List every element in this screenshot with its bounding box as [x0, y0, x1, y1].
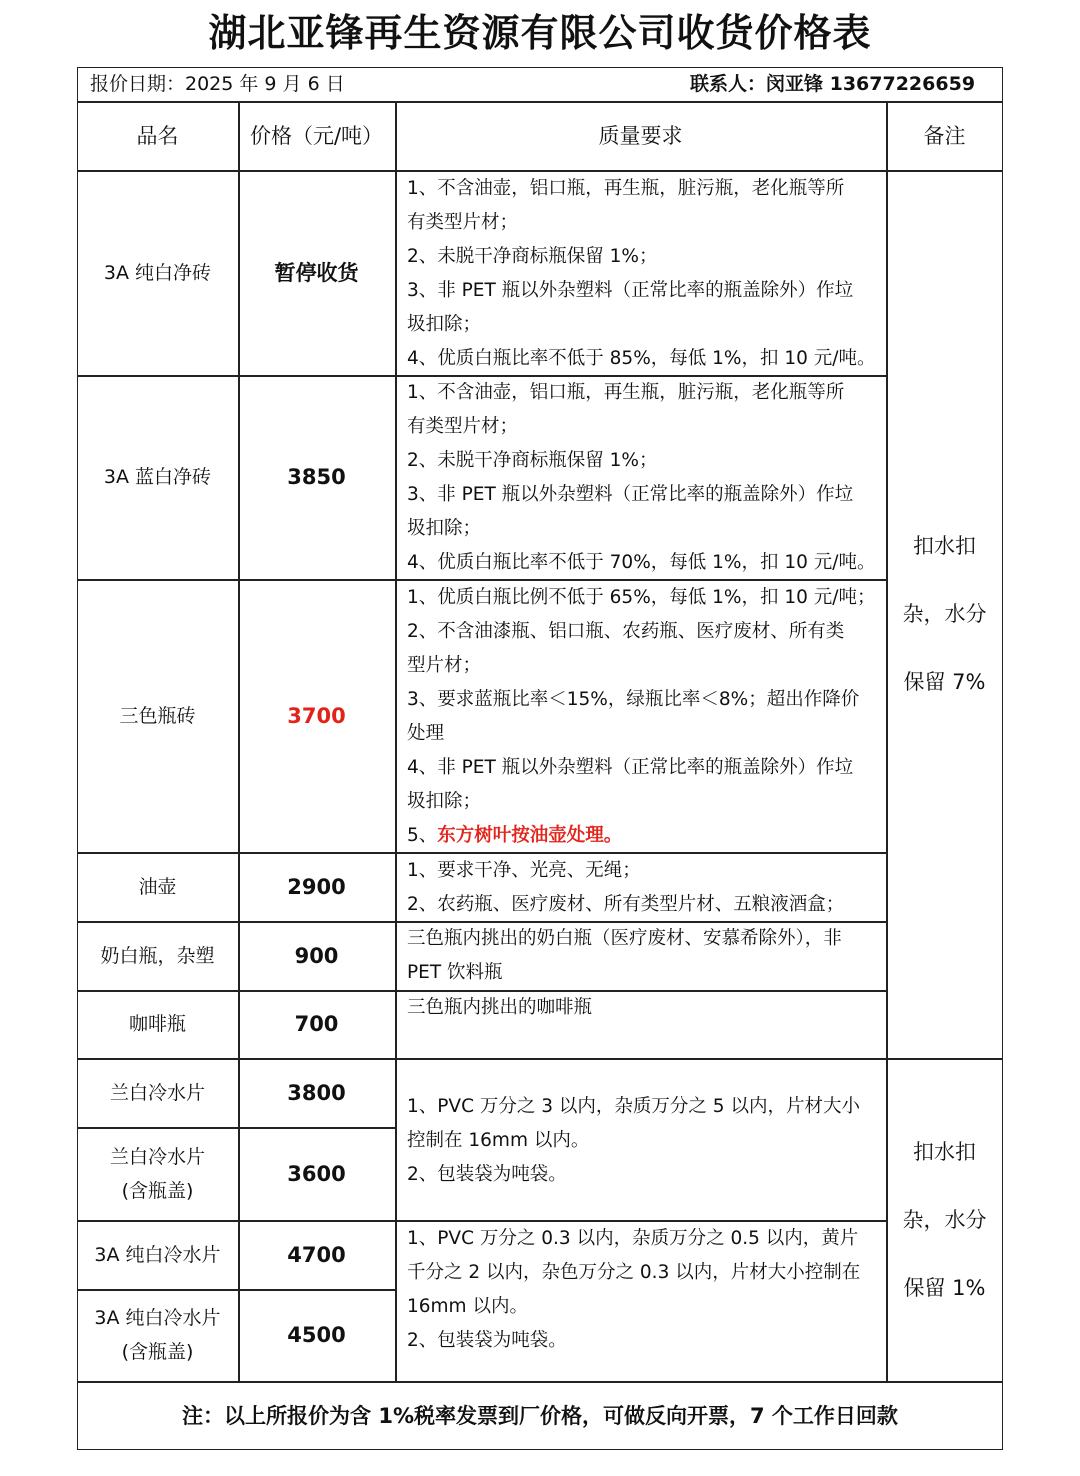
footer-note: 注：以上所报价为含 1%税率发票到厂价格，可做反向开票，7 个工作日回款 [182, 1403, 898, 1428]
remark-line: 保留 7% [903, 670, 986, 694]
product-name-note: (含瓶盖) [121, 1341, 194, 1363]
requirement-line: 3、要求蓝瓶比率＜15%，绿瓶比率＜8%；超出作降价 [407, 689, 860, 710]
product-name: 3A 纯白净砖 [103, 261, 212, 284]
product-name: 油壶 [138, 875, 177, 898]
product-price: 3600 [287, 1161, 346, 1186]
requirement-line: 1、优质白瓶比例不低于 65%，每低 1%，扣 10 元/吨； [407, 587, 876, 608]
requirement-line: 4、优质白瓶比率不低于 85%，每低 1%，扣 10 元/吨。 [407, 348, 876, 369]
requirement-highlight: 东方树叶按油壶处理。 [437, 825, 623, 846]
requirement-line: 型片材； [407, 655, 482, 676]
requirement-line: 圾扣除； [407, 314, 482, 335]
remark-line: 扣水扣 [913, 1139, 976, 1164]
requirement-line: 2、包装袋为吨袋。 [407, 1164, 567, 1185]
header-price: 价格（元/吨） [249, 123, 384, 148]
requirement-line: 圾扣除； [407, 791, 482, 812]
quote-date: 报价日期：2025 年 9 月 6 日 [90, 73, 345, 95]
remark-bottles [886, 170, 1003, 1058]
quality-requirements [407, 376, 876, 580]
header-remark: 备注 [923, 123, 966, 148]
requirement-line: 2、包装袋为吨袋。 [407, 1330, 567, 1351]
requirement-line: 2、不含油漆瓶、铝口瓶、农药瓶、医疗废材、所有类 [407, 621, 845, 642]
product-price: 2900 [287, 874, 346, 899]
product-price: 3800 [287, 1080, 346, 1105]
requirement-line: 千分之 2 以内，杂色万分之 0.3 以内，片材大小控制在 [407, 1262, 861, 1283]
product-price: 700 [294, 1012, 339, 1036]
quality-requirements [407, 172, 876, 376]
requirement-line: 4、非 PET 瓶以外杂塑料（正常比率的瓶盖除外）作垃 [407, 757, 854, 778]
contact-info: 联系人：闵亚锋 13677226659 [690, 73, 976, 95]
requirement-line: 1、不含油壶，铝口瓶，再生瓶，脏污瓶，老化瓶等所 [407, 382, 845, 403]
quality-requirements [407, 1222, 860, 1358]
product-name: 3A 纯白冷水片 [94, 1243, 221, 1266]
requirement-line: 控制在 16mm 以内。 [407, 1130, 590, 1151]
requirement-line: 3、非 PET 瓶以外杂塑料（正常比率的瓶盖除外）作垃 [407, 484, 854, 505]
remark-line: 扣水扣 [913, 534, 976, 558]
requirement-line-highlight [407, 819, 876, 853]
quality-requirements [407, 991, 592, 1025]
product-name: 奶白瓶，杂塑 [100, 944, 215, 967]
requirement-line: 2、农药瓶、医疗废材、所有类型片材、五粮液酒盒； [407, 894, 845, 915]
quality-requirements [407, 922, 842, 990]
requirement-line: 1、不含油壶，铝口瓶，再生瓶，脏污瓶，老化瓶等所 [407, 178, 845, 199]
requirement-line: 有类型片材； [407, 212, 519, 233]
quality-requirements [407, 1090, 860, 1192]
header-name: 品名 [136, 123, 179, 148]
product-name-line: 3A 纯白冷水片 [94, 1307, 221, 1329]
requirement-line: 1、PVC 万分之 3 以内，杂质万分之 5 以内，片材大小 [407, 1096, 860, 1117]
product-name: 三色瓶砖 [119, 704, 196, 727]
product-name: 兰白冷水片 [109, 1081, 205, 1104]
requirement-line: 1、要求干净、光亮、无绳； [407, 860, 641, 881]
col-divider [395, 101, 397, 1381]
requirement-prefix: 5、 [407, 825, 438, 846]
product-price: 4700 [287, 1242, 346, 1267]
requirement-line: 有类型片材； [407, 416, 519, 437]
requirement-line: PET 饮料瓶 [407, 962, 503, 983]
requirement-line: 圾扣除； [407, 518, 482, 539]
product-name: 3A 蓝白净砖 [103, 466, 212, 488]
requirement-line: 16mm 以内。 [407, 1296, 528, 1317]
remark-flakes [886, 1058, 1003, 1381]
product-price: 暂停收货 [274, 260, 359, 285]
quality-requirements [407, 581, 876, 853]
product-name: 咖啡瓶 [128, 1013, 186, 1035]
product-name-note: (含瓶盖) [121, 1179, 194, 1202]
requirement-line: 2、未脱干净商标瓶保留 1%； [407, 450, 658, 471]
product-price: 3700 [287, 703, 346, 728]
product-name [77, 1127, 238, 1220]
product-price: 900 [294, 943, 339, 968]
requirement-line: 4、优质白瓶比率不低于 70%，每低 1%，扣 10 元/吨。 [407, 552, 876, 573]
product-price: 4500 [287, 1323, 346, 1347]
remark-line: 杂，水分 [902, 1207, 987, 1232]
product-name-line: 兰白冷水片 [109, 1145, 205, 1168]
requirement-line: 3、非 PET 瓶以外杂塑料（正常比率的瓶盖除外）作垃 [407, 280, 854, 301]
product-price: 3850 [287, 465, 346, 489]
requirement-line: 2、未脱干净商标瓶保留 1%； [407, 246, 658, 267]
requirement-line: 1、PVC 万分之 0.3 以内，杂质万分之 0.5 以内，黄片 [407, 1228, 859, 1249]
quality-requirements [407, 854, 844, 922]
requirement-line: 处理 [407, 723, 445, 744]
requirement-line: 三色瓶内挑出的奶白瓶（医疗废材、安慕希除外），非 [407, 928, 842, 949]
product-name [77, 1289, 238, 1381]
remark-line: 杂，水分 [902, 602, 987, 626]
requirement-line: 三色瓶内挑出的咖啡瓶 [407, 997, 593, 1018]
header-quality: 质量要求 [598, 123, 683, 148]
remark-line: 保留 1% [903, 1275, 986, 1300]
page-title: 湖北亚锋再生资源有限公司收货价格表 [208, 11, 872, 55]
